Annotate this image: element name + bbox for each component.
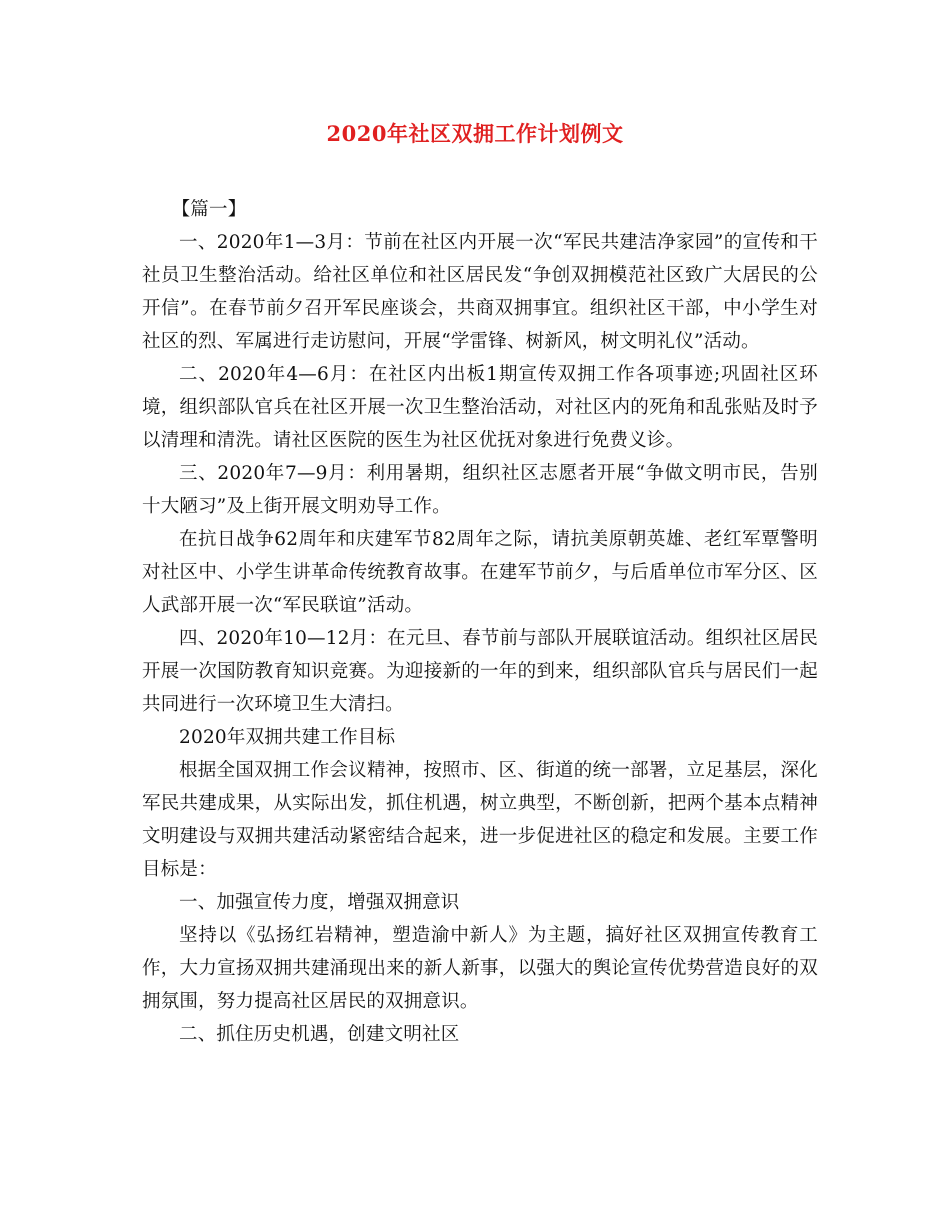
subheading: 二、抓住历史机遇，创建文明社区 xyxy=(179,1024,460,1045)
paragraph: 根据全国双拥工作会议精神，按照市、区、街道的统一部署，立足基层，深化军民共建成果，从实际出发，抓住机遇，树立典型，不断创新，把两个基本点精神文明建设与双拥共建活动紧密结合起来，进一步促进社区的稳定和发展。主要工作目标是： xyxy=(142,760,818,880)
paragraph: 一、2020年1—3月：节前在社区内开展一次“军民共建洁净家园”的宣传和干社员卫生整治活动。给社区单位和社区居民发“争创双拥模范社区致广大居民的公开信”。在春节前夕召开军民座谈会，共商双拥事宜。组织社区干部，中小学生对社区的烈、军属进行走访慰问，开展“学雷锋、树新风，树文明礼仪”活动。 xyxy=(142,232,818,352)
paragraph: 二、2020年4—6月：在社区内出板1期宣传双拥工作各项事迹;巩固社区环境，组织部队官兵在社区开展一次卫生整治活动，对社区内的死角和乱张贴及时予以清理和清洗。请社区医院的医生为社区优抚对象进行免费义诊。 xyxy=(142,364,818,451)
subheading: 2020年双拥共建工作目标 xyxy=(179,727,396,748)
paragraph: 在抗日战争62周年和庆建军节82周年之际，请抗美原朝英雄、老红军覃警明对社区中、小学生讲革命传统教育故事。在建军节前夕，与后盾单位市军分区、区人武部开展一次“军民联谊”活动。 xyxy=(142,529,818,616)
subheading: 一、加强宣传力度，增强双拥意识 xyxy=(179,892,460,913)
document-title: 2020年社区双拥工作计划例文 xyxy=(326,121,624,146)
document-body xyxy=(142,193,818,1051)
paragraph: 三、2020年7—9月：利用暑期，组织社区志愿者开展“争做文明市民，告别十大陋习”及上街开展文明劝导工作。 xyxy=(142,463,818,517)
paragraph: 坚持以《弘扬红岩精神，塑造渝中新人》为主题，搞好社区双拥宣传教育工作，大力宣扬双拥共建涌现出来的新人新事，以强大的舆论宣传优势营造良好的双拥氛围，努力提高社区居民的双拥意识。 xyxy=(142,925,818,1012)
paragraph: 四、2020年10—12月：在元旦、春节前与部队开展联谊活动。组织社区居民开展一次国防教育知识竞赛。为迎接新的一年的到来，组织部队官兵与居民们一起共同进行一次环境卫生大清扫。 xyxy=(142,628,818,715)
section-heading: 【篇一】 xyxy=(171,199,247,220)
